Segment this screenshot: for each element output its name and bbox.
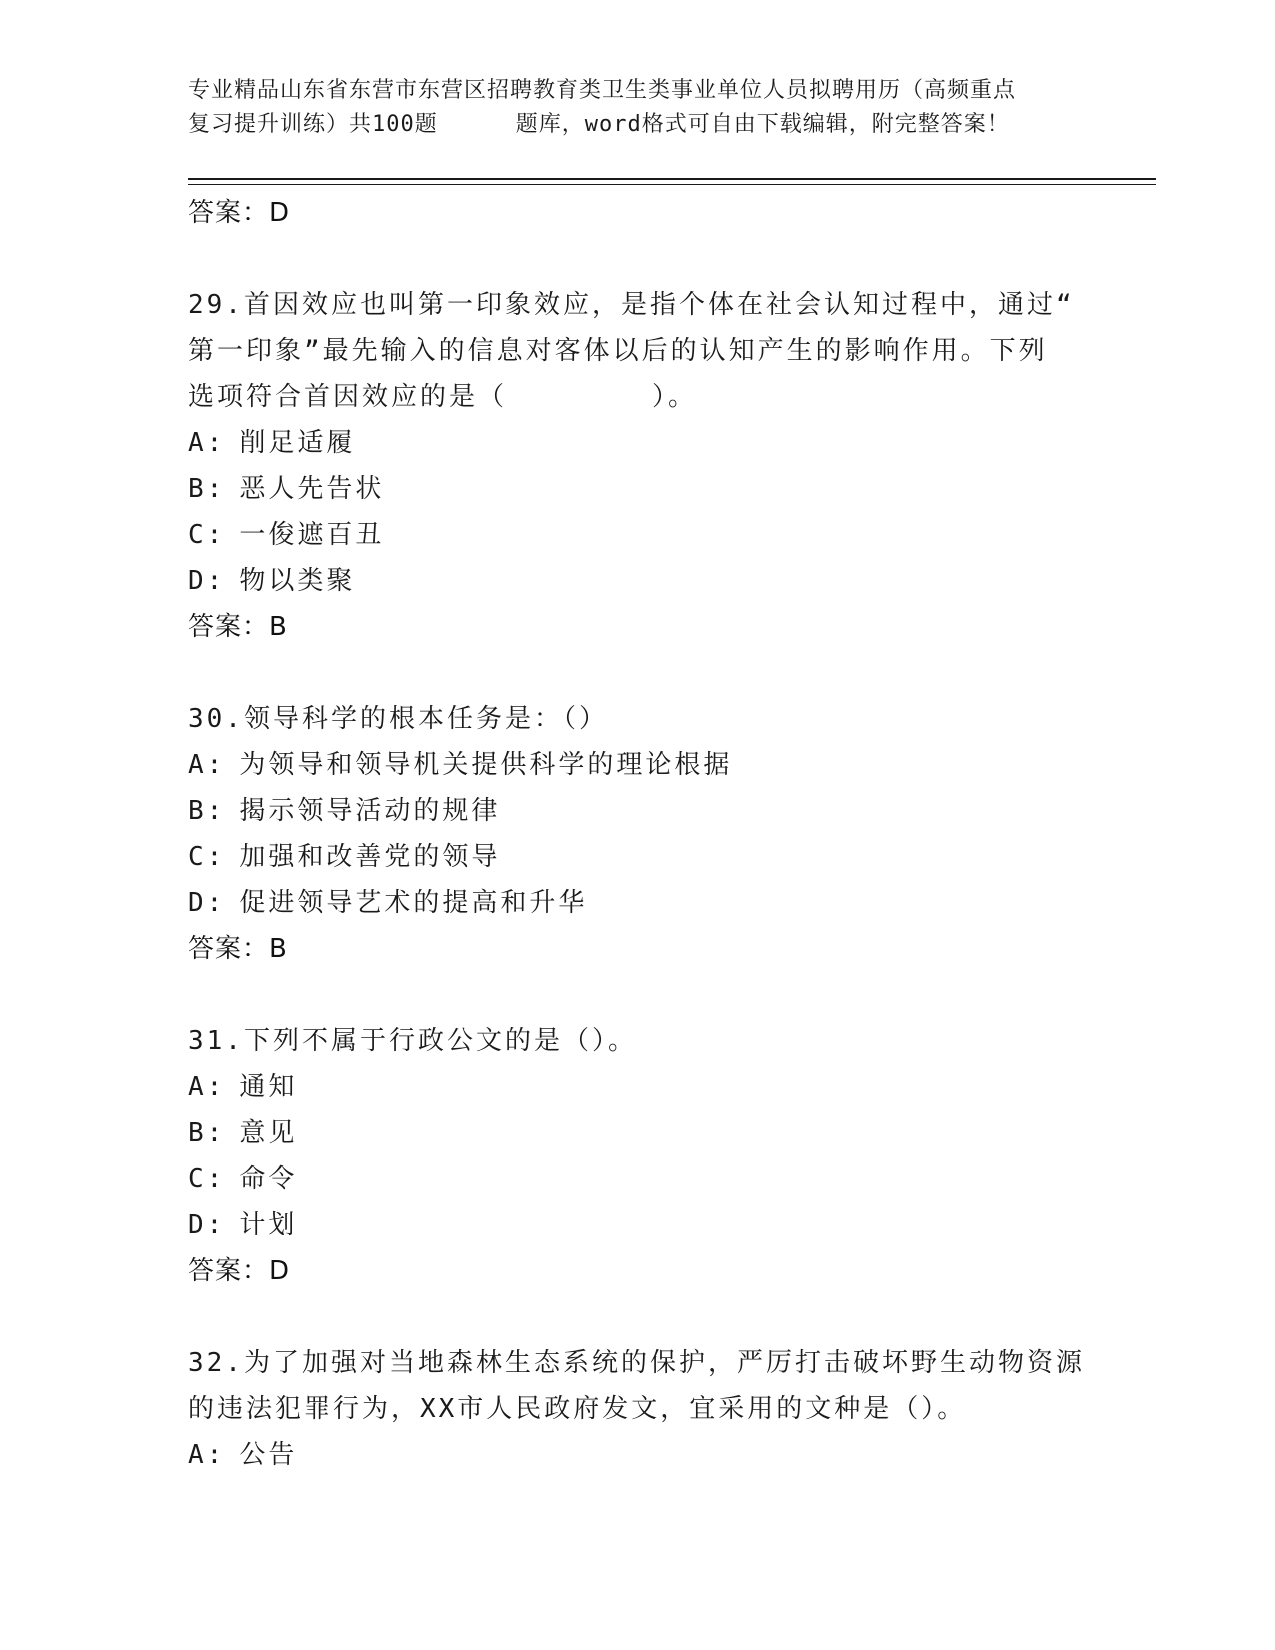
option-a — [188, 1432, 1088, 1478]
option-letter: A: — [188, 428, 226, 458]
section-gap — [188, 972, 1088, 1018]
header-divider-thin — [188, 184, 1156, 185]
question-31 — [188, 1018, 1088, 1294]
question-stem — [188, 1340, 1088, 1432]
option-c — [188, 834, 1088, 880]
answer-line — [188, 1248, 1088, 1294]
header-title-line-1: 专业精品山东省东营市东营区招聘教育类卫生类事业单位人员拟聘用历（高频重点 — [188, 78, 1017, 103]
stem-line: 30.领导科学的根本任务是：（） — [188, 704, 608, 734]
page-header — [188, 74, 1088, 142]
option-d — [188, 880, 1088, 926]
document-body — [188, 190, 1088, 1478]
option-d — [188, 1202, 1088, 1248]
stem-line: 31.下列不属于行政公文的是（）。 — [188, 1026, 637, 1056]
option-text: 通知 — [239, 1072, 298, 1102]
answer-value: B — [269, 612, 288, 642]
answer-line — [188, 190, 1088, 236]
option-text: 揭示领导活动的规律 — [239, 796, 501, 826]
option-text: 命令 — [239, 1164, 298, 1194]
answer-line — [188, 604, 1088, 650]
option-text: 加强和改善党的领导 — [239, 842, 501, 872]
header-title-line-2 — [188, 108, 1088, 142]
option-b — [188, 1110, 1088, 1156]
option-d — [188, 558, 1088, 604]
question-30 — [188, 696, 1088, 972]
option-text: 恶人先告状 — [239, 474, 385, 504]
answer-value: D — [269, 198, 291, 228]
option-letter: C: — [188, 842, 226, 872]
option-text: 公告 — [239, 1440, 298, 1470]
stem-line: 32.为了加强对当地森林生态系统的保护，严厉打击破坏野生动物资源 — [188, 1348, 1085, 1378]
option-text: 为领导和领导机关提供科学的理论根据 — [239, 750, 733, 780]
option-c — [188, 1156, 1088, 1202]
option-letter: B: — [188, 796, 226, 826]
option-a — [188, 420, 1088, 466]
question-stem — [188, 1018, 1088, 1064]
answer-label: 答案： — [188, 612, 270, 642]
option-letter: B: — [188, 474, 226, 504]
option-text: 一俊遮百丑 — [239, 520, 385, 550]
option-text: 物以类聚 — [239, 566, 356, 596]
option-letter: A: — [188, 1072, 226, 1102]
header-title-part-2: 题库，word格式可自由下载编辑，附完整答案！ — [515, 112, 1010, 137]
section-gap — [188, 650, 1088, 696]
option-letter: D: — [188, 566, 226, 596]
question-stem — [188, 696, 1088, 742]
answer-label: 答案： — [188, 1256, 270, 1286]
option-a — [188, 742, 1088, 788]
answer-value: B — [269, 934, 288, 964]
header-divider-thick — [188, 178, 1156, 180]
option-b — [188, 788, 1088, 834]
option-letter: A: — [188, 1440, 226, 1470]
section-gap — [188, 236, 1088, 282]
option-text: 削足适履 — [239, 428, 356, 458]
option-letter: C: — [188, 1164, 226, 1194]
option-text: 促进领导艺术的提高和升华 — [239, 888, 588, 918]
option-text: 意见 — [239, 1118, 298, 1148]
option-letter: B: — [188, 1118, 226, 1148]
stem-line: 选项符合首因效应的是（ ）。 — [188, 382, 698, 412]
option-c — [188, 512, 1088, 558]
option-letter: D: — [188, 1210, 226, 1240]
section-gap — [188, 1294, 1088, 1340]
answer-line — [188, 926, 1088, 972]
option-text: 计划 — [239, 1210, 298, 1240]
option-b — [188, 466, 1088, 512]
answer-label: 答案： — [188, 198, 270, 228]
question-32 — [188, 1340, 1088, 1478]
option-letter: A: — [188, 750, 226, 780]
option-a — [188, 1064, 1088, 1110]
answer-label: 答案： — [188, 934, 270, 964]
stem-line: 的违法犯罪行为，XX市人民政府发文，宜采用的文种是（）。 — [188, 1394, 967, 1424]
answer-value: D — [269, 1256, 291, 1286]
option-letter: D: — [188, 888, 226, 918]
question-stem — [188, 282, 1088, 420]
header-title-part-1: 复习提升训练）共100题 — [188, 112, 438, 137]
stem-line: 第一印象”最先输入的信息对客体以后的认知产生的影响作用。下列 — [188, 336, 1048, 366]
question-29 — [188, 282, 1088, 650]
option-letter: C: — [188, 520, 226, 550]
stem-line: 29.首因效应也叫第一印象效应，是指个体在社会认知过程中，通过“ — [188, 290, 1075, 320]
